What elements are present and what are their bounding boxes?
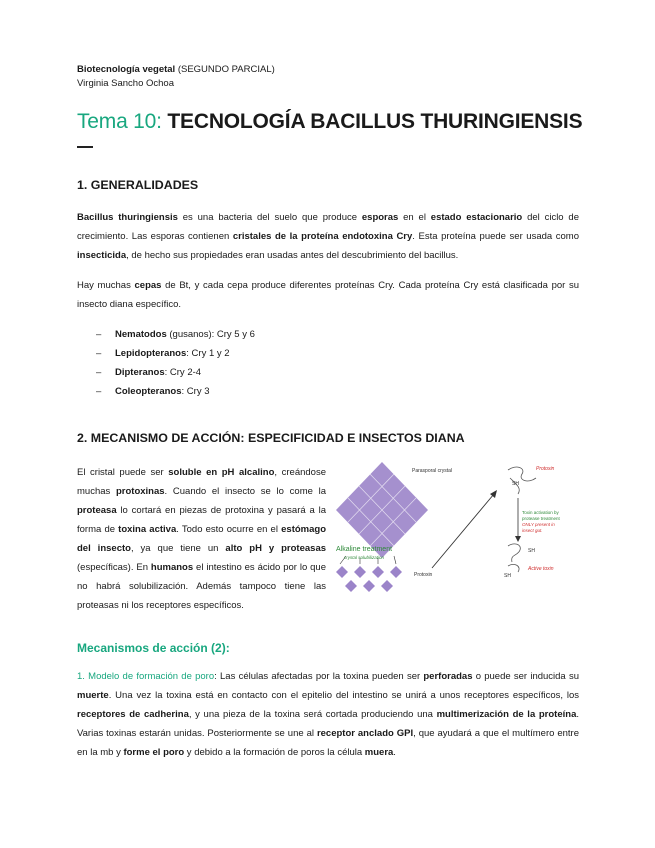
list-item xyxy=(96,382,255,401)
text-run: , de hecho sus propiedades eran usadas antes del descubrimiento del bacillus. xyxy=(126,250,459,261)
list-item-label: Nematodos xyxy=(115,329,167,340)
text-run: : Las células afectadas por la toxina pueden ser xyxy=(214,671,424,682)
text-run: (específicas). En xyxy=(77,562,151,573)
target-insect-list xyxy=(96,325,255,401)
list-item xyxy=(96,344,255,363)
bold-phrase: muerte xyxy=(77,690,109,701)
text-run: el intestino es ácido por lo que no habrá solubilización. Además tampoco tiene las proteasas ni los receptores específicos. xyxy=(77,562,326,611)
alkaline-label: Alkaline treatment xyxy=(336,546,393,553)
text-run: . Esta proteína puede ser usada como xyxy=(412,231,580,242)
text-run: . Una vez la toxina está en contacto con el epitelio del intestino se unirá a unos receptores específicos, los xyxy=(108,690,579,701)
active-toxin-molecule xyxy=(508,544,520,572)
protoxin-top-label: Protoxin xyxy=(536,466,555,472)
mechanisms-heading: Mecanismos de acción (2): xyxy=(77,641,230,655)
text-run: El cristal puede ser xyxy=(77,467,169,478)
bold-phrase: humanos xyxy=(150,562,194,573)
bold-phrase: esporas xyxy=(361,212,399,223)
bold-phrase: estómago del insecto xyxy=(77,524,326,554)
text-run: , que ayudará a que el multímero entre en la mb y xyxy=(77,728,579,758)
text-run: . Cuando el insecto se lo come la xyxy=(164,486,326,497)
bold-phrase: muera xyxy=(364,747,394,758)
course-line xyxy=(77,63,275,77)
section2-heading: 2. MECANISMO DE ACCIÓN: ESPECIFICIDAD E INSECTOS DIANA xyxy=(77,431,465,445)
section1-heading: 1. GENERALIDADES xyxy=(77,178,199,192)
text-run: es una bacteria del suelo que produce xyxy=(177,212,362,223)
text-run: 1. Modelo de formación de poro xyxy=(77,671,215,682)
list-dash: – xyxy=(96,329,102,340)
list-item xyxy=(96,363,255,382)
bold-phrase: cristales de la proteína endotoxina Cry xyxy=(232,231,413,242)
text-run: lo cortará en piezas de protoxina y pasará a la forma de xyxy=(77,505,326,535)
list-dash: – xyxy=(96,348,102,359)
protoxin-fragments xyxy=(336,566,402,592)
text-run: . Varias toxinas estarán unidas. Posteriormente se une al xyxy=(77,709,579,739)
page-title xyxy=(77,110,582,134)
list-item-text: : Cry 1 y 2 xyxy=(186,348,230,359)
text-run: y debido a la formación de poros la célula xyxy=(184,747,365,758)
text-run: en el xyxy=(398,212,431,223)
bold-phrase: receptores de cadherina xyxy=(77,709,189,720)
list-item xyxy=(96,325,255,344)
bold-phrase: soluble en pH alcalino xyxy=(168,467,275,478)
text-run: del ciclo de crecimiento. Las esporas contienen xyxy=(77,212,579,242)
bold-phrase: forme el poro xyxy=(123,747,185,758)
solubilization-label: crystal solubilization xyxy=(344,555,385,560)
activation-label-2: protease treatment xyxy=(522,516,560,521)
list-item-text: : Cry 3 xyxy=(181,386,210,397)
list-item-text: (gusanos): Cry 5 y 6 xyxy=(166,329,255,340)
parasporal-crystal-diamond xyxy=(336,462,428,558)
bold-phrase: alto pH y proteasas xyxy=(225,543,327,554)
list-item-label: Dipteranos xyxy=(115,367,165,378)
text-run: de Bt, y cada cepa produce diferentes proteínas Cry. Cada proteína Cry está clasificada por su insecto diana específico. xyxy=(77,280,580,310)
title-main: TECNOLOGÍA BACILLUS THURINGIENSIS xyxy=(161,110,583,133)
text-run: , creándose muchas xyxy=(77,467,326,497)
section2-paragraph xyxy=(77,463,326,615)
text-run: o puede ser inducida su xyxy=(472,671,579,682)
activation-note-2: insect gut. xyxy=(522,528,543,533)
activation-arrow xyxy=(432,490,497,568)
list-item-text: : Cry 2-4 xyxy=(164,367,202,378)
title-underline xyxy=(77,146,93,148)
bold-phrase: Bacillus thuringiensis xyxy=(77,212,178,223)
bold-phrase: proteasa xyxy=(77,505,117,516)
list-dash: – xyxy=(96,367,102,378)
text-run: . Todo esto ocurre en el xyxy=(176,524,282,535)
list-item-label: Lepidopteranos xyxy=(115,348,187,359)
sh-label-2: SH xyxy=(528,548,535,554)
course-name: Biotecnología vegetal xyxy=(77,64,176,75)
protease-arrow xyxy=(515,498,521,542)
bold-phrase: insecticida xyxy=(77,250,127,261)
bold-phrase: protoxinas xyxy=(115,486,165,497)
list-dash: – xyxy=(96,386,102,397)
activation-label: Toxin activation by xyxy=(522,510,559,515)
bold-phrase: cepas xyxy=(134,280,162,291)
course-note: (SEGUNDO PARCIAL) xyxy=(175,64,275,75)
bold-phrase: receptor anclado GPI xyxy=(316,728,414,739)
sh-label: SH xyxy=(512,481,519,487)
sh-label-3: SH xyxy=(504,573,511,579)
activation-note: ONLY present in xyxy=(522,522,555,527)
text-run: Hay muchas xyxy=(77,280,135,291)
protoxin-label: Protoxin xyxy=(414,572,433,578)
text-run: , y una pieza de la toxina será cortada produciendo una xyxy=(188,709,437,720)
section1-paragraph-1 xyxy=(77,208,579,265)
author-line: Virginia Sancho Ochoa xyxy=(77,78,174,89)
bold-phrase: multimerización de la proteína xyxy=(436,709,577,720)
bold-phrase: perforadas xyxy=(423,671,473,682)
section1-paragraph-2 xyxy=(77,276,579,314)
pore-model-paragraph xyxy=(77,667,579,762)
crystal-label: Parasporal crystal xyxy=(412,468,453,474)
active-toxin-label: Active toxin xyxy=(528,566,554,572)
bt-mechanism-figure xyxy=(332,458,582,598)
title-prefix: Tema 10: xyxy=(77,110,162,133)
bold-phrase: estado estacionario xyxy=(430,212,523,223)
list-item-label: Coleopteranos xyxy=(115,386,182,397)
bold-phrase: toxina activa xyxy=(118,524,177,535)
text-run: . xyxy=(393,747,396,758)
text-run: , ya que tiene un xyxy=(130,543,226,554)
